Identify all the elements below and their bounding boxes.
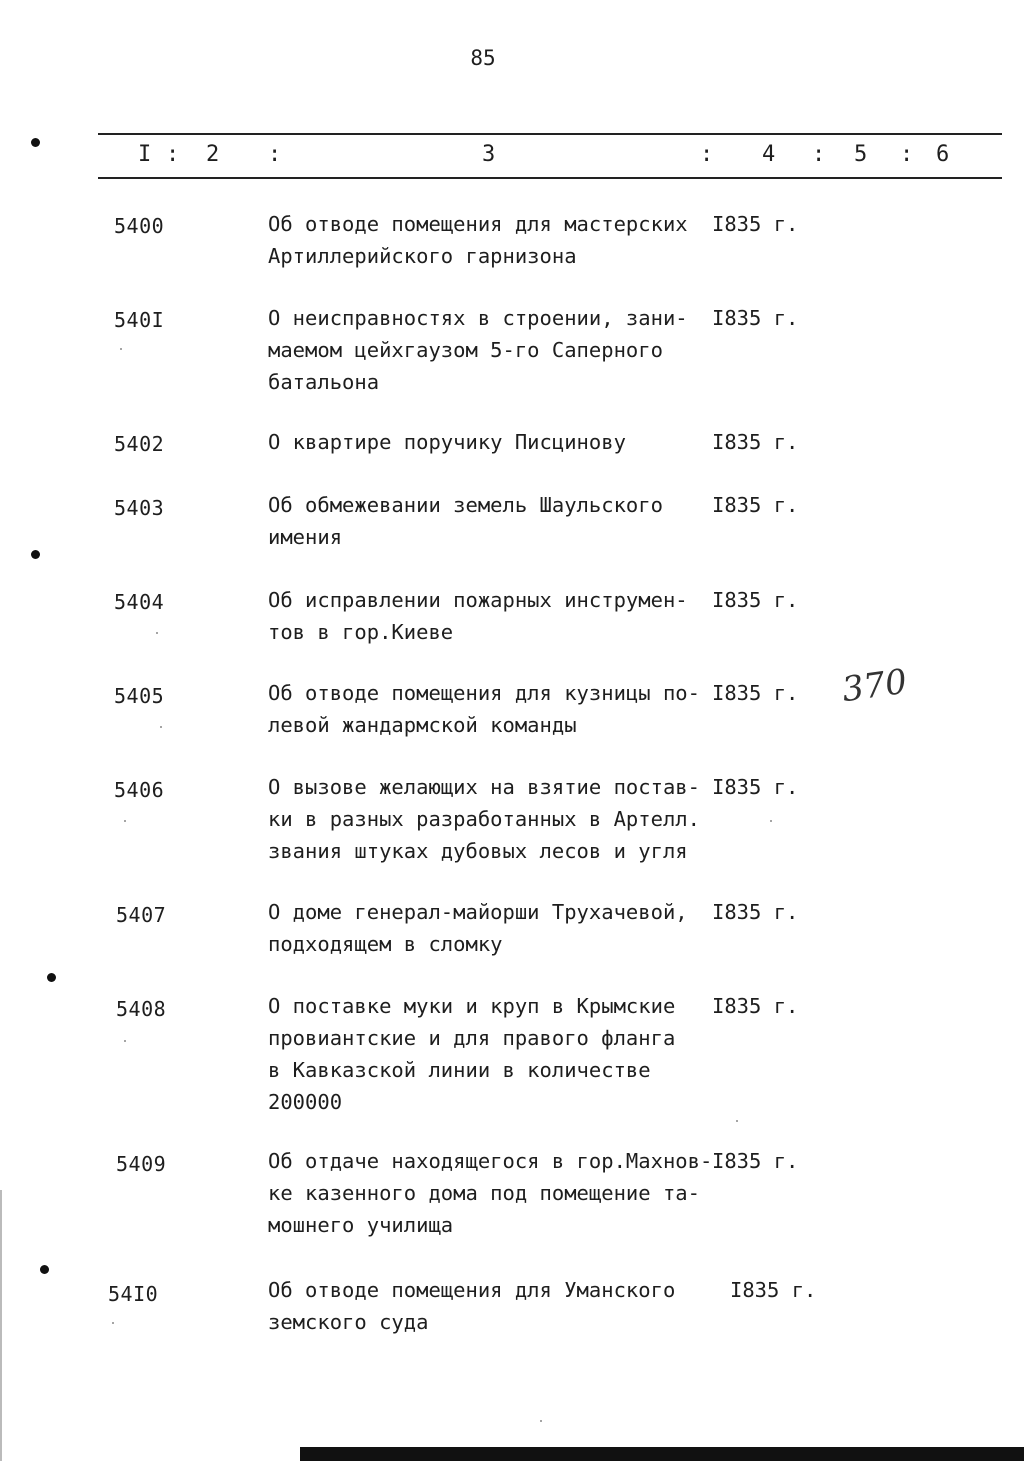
record-id: 5407	[116, 903, 167, 927]
record-year: I835 г.	[712, 212, 799, 236]
record-id: 5409	[116, 1152, 167, 1176]
paper-speck	[120, 348, 122, 350]
record-id: 5404	[114, 590, 165, 614]
record-year: I835 г.	[712, 775, 799, 799]
record-year: I835 г.	[712, 900, 799, 924]
record-id: 5400	[114, 214, 165, 238]
binding-hole-mark	[40, 1265, 49, 1274]
paper-speck	[124, 820, 126, 822]
record-id: 5408	[116, 997, 167, 1021]
paper-speck	[540, 1420, 542, 1422]
record-id: 5405	[114, 684, 165, 708]
record-id: 540I	[114, 308, 165, 332]
record-description: Об исправлении пожарных инструмен- тов в гор.Киеве	[268, 588, 688, 644]
paper-speck	[770, 820, 772, 822]
column-number-5: 5	[854, 142, 868, 167]
column-number-2: 2	[206, 142, 220, 167]
record-description: Об обмежевании земель Шаульского имения	[268, 493, 663, 549]
paper-speck	[736, 1120, 738, 1122]
record-year: I835 г.	[712, 1149, 799, 1173]
column-separator: :	[900, 142, 914, 167]
column-separator: :	[700, 142, 714, 167]
record-description: О квартире поручику Писцинову	[268, 430, 626, 454]
record-description: Об отводе помещения для кузницы по- левой жандармской команды	[268, 681, 700, 737]
page-number: 85	[470, 46, 496, 70]
record-description: Об отдаче находящегося в гор.Махнов- ке казенного дома под помещение та- мошнего училища	[268, 1149, 713, 1237]
column-separator: :	[812, 142, 826, 167]
table-rule-top	[98, 133, 1002, 135]
column-separator: :	[268, 142, 282, 167]
column-number-6: 6	[936, 142, 950, 167]
record-description: О поставке муки и круп в Крымские провиантские и для правого фланга в Кавказской линии в количестве 200000	[268, 994, 676, 1114]
binding-hole-mark	[47, 973, 56, 982]
record-year: I835 г.	[712, 588, 799, 612]
paper-speck	[112, 1322, 114, 1324]
column-number-1: I	[138, 142, 152, 167]
record-id: 5406	[114, 778, 165, 802]
handwritten-margin-note: 370	[839, 661, 910, 711]
record-description: Об отводе помещения для Уманского земского суда	[268, 1278, 676, 1334]
column-number-3: 3	[482, 142, 496, 167]
binding-hole-mark	[31, 138, 40, 147]
table-rule-bottom	[98, 177, 1002, 179]
record-description: О вызове желающих на взятие постав- ки в разных разработанных в Артелл. звания штуках дубовых лесов и угля	[268, 775, 700, 863]
record-year: I835 г.	[730, 1278, 817, 1302]
record-id: 54I0	[108, 1282, 159, 1306]
record-id: 5402	[114, 432, 165, 456]
paper-speck	[156, 632, 158, 634]
record-description: Об отводе помещения для мастерских Артиллерийского гарнизона	[268, 212, 688, 268]
record-id: 5403	[114, 496, 165, 520]
paper-speck	[160, 726, 162, 728]
column-separator: :	[166, 142, 180, 167]
binding-hole-mark	[31, 550, 40, 559]
record-description: О неисправностях в строении, зани- маемом цейхгаузом 5-го Саперного батальона	[268, 306, 688, 394]
column-number-4: 4	[762, 142, 776, 167]
record-year: I835 г.	[712, 493, 799, 517]
scan-left-edge	[0, 1190, 2, 1461]
record-year: I835 г.	[712, 681, 799, 705]
paper-speck	[124, 1040, 126, 1042]
record-year: I835 г.	[712, 994, 799, 1018]
scan-bottom-edge	[300, 1447, 1024, 1461]
record-description: О доме генерал-майорши Трухачевой, подходящем в сломку	[268, 900, 688, 956]
record-year: I835 г.	[712, 306, 799, 330]
record-year: I835 г.	[712, 430, 799, 454]
